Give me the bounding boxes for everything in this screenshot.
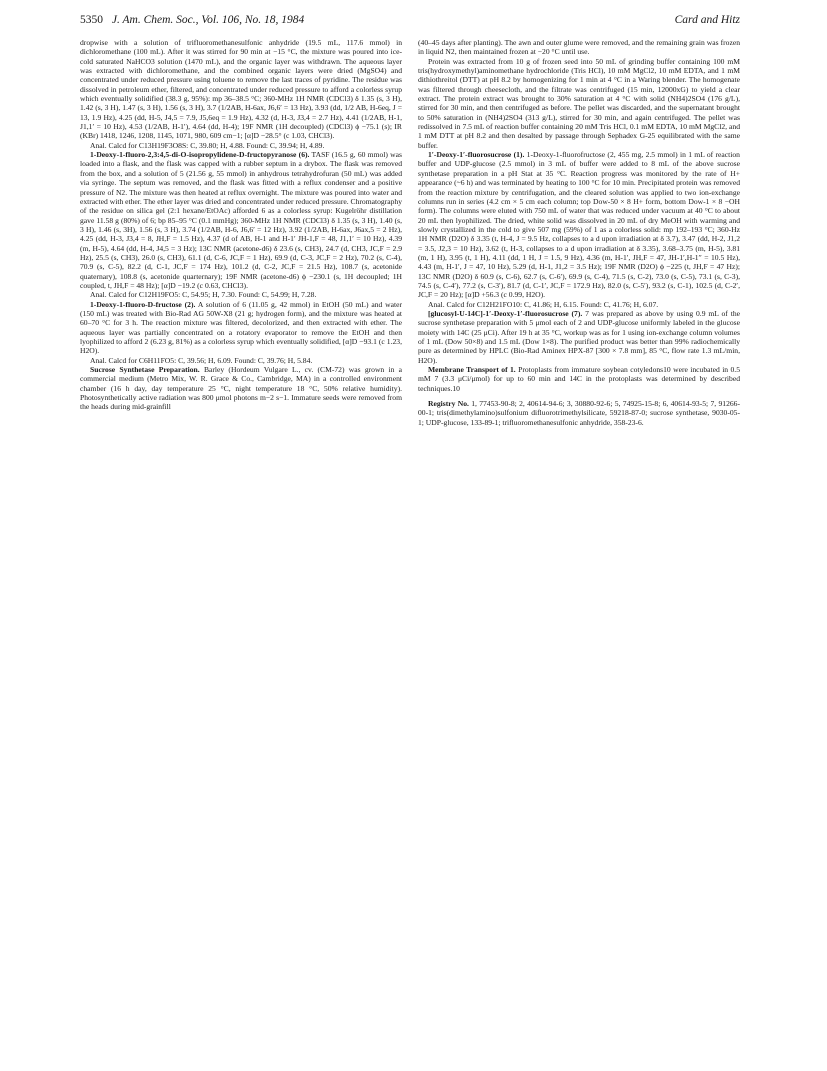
paragraph — [80, 300, 402, 356]
paragraph — [80, 38, 402, 141]
paragraph — [80, 141, 402, 150]
header-left — [80, 14, 304, 26]
paragraph-text: 1-Deoxy-1-fluorofructose (2, 455 mg, 2.5 mmol) in 1 mL of reaction buffer and UDP-glucose (2.5 mmol) in 3 mL of buffer were added to 8 mL of the above sucrose synthetase preparation in a pH Stat at 35 °C. Reaction progress was monitored by the rate of H+ appearance (~6 h) and was terminated by heating to 100 °C for 10 min. Precipitated protein was removed from the reaction mixture by centrifugation, and the cleared solution was applied to two ion-exchange columns run in series (4.2 cm × 5 cm each column; top Dow-50 × 8 H+ form, bottom Dow-1 × 8 −OH form). The columns were eluted with 750 mL of water that was reduced under vacuum at 40 °C to about 20 mL then lyophilized. The dried, white solid was dissolved in 20 mL of dry MeOH with warming and slowly crystallized in the cold to give 507 mg (59%) of 1 as a colorless solid: mp 192–193 °C; 360-Hz 1H NMR (D2O) δ 3.35 (t, H-4, J = 9.5 Hz, collapses to a d upon irradiation at δ 3.7), 3.47 (dd, H-2, J1,2 = 3.5, J2,3 = 10 Hz), 3.62 (t, H-3, collapses to a d upon irradiation at δ 3.35), 3.68–3.75 (m, H-5), 3.81 (m, 1 H), 3.95 (t, 1 H), 4.11 (dd, 1 H, J = 1.5, 9 Hz), 4.36 (m, H-1′, JH,F = 47, JH-1′,H-1′′ = 10.5 Hz), 4.43 (m, H-1′, J = 47, 10 Hz), 5.29 (d, H-1, J1,2 = 3.5 Hz); 19F NMR (D2O) ϕ −225 (t, JH,F = 47 Hz); 13C NMR (D2O) δ 60.9 (s, C-6), 62.7 (s, C-6′), 69.9 (s, C-4), 71.5 (s, C-2), 73.0 (s, C-5), 73.1 (s, C-3), 74.5 (s, C-4′), 77.2 (s, C-3′), 81.7 (d, C-1′, JC,F = 172.9 Hz), 82.0 (s, C-5′), 93.2 (s, C-1), 102.5 (d, C-2′, JC,F = 20 Hz); [α]D +56.3 (c 0.99, H2O). — [418, 150, 740, 300]
section-heading: 1-Deoxy-1-fluoro-2,3:4,5-di-O-isopropylidene-D-fructopyranose (6). — [90, 150, 310, 160]
section-heading: 1′-Deoxy-1′-fluorosucrose (1). — [428, 150, 525, 160]
paragraph-text: Anal. Calcd for C12H21FO10: C, 41.86; H, 6.15. Found: C, 41.76; H, 6.07. — [428, 299, 659, 309]
right-column — [418, 38, 740, 427]
paragraph — [418, 399, 740, 427]
journal-page — [80, 14, 740, 774]
paragraph-text: TASF (16.5 g, 60 mmol) was loaded into a flask, and the flask was capped with a rubber septum in a drybox. The flask was removed from the box, and a solution of 5 (21.56 g, 55 mmol) in anhydrous tetrahydrofuran (50 mL) was added via syringe. The septum was removed, and the flask was fitted with a reflux condenser and a positive pressure of N2. The mixture was then heated at reflux overnight. The mixture was poured into water and extracted with ether. The ether layer was dried and concentrated under reduced pressure. Chromatography of the residue on silica gel (2:1 hexane/EtOAc) afforded 6 as a colorless syrup: Kugelröhr distillation gave 11.58 g (80%) of 6; bp 85–95 °C (0.1 mmHg); 360-MHz 1H NMR (CDCl3) δ 1.35 (s, 3 H), 1.40 (s, 3 H), 1.46 (s, 3H), 1.56 (s, 3 H), 3.74 (1/2AB, H-6, J6,6′ = 12 Hz), 3.92 (1/2AB, H-6ax, J6ax,5 = 2 Hz), 4.25 (dd, H-3, J3,4 = 8, JH,F = 1.5 Hz), 4.37 (d of AB, H-1 and H-1′ JH-1,F = 48, J1,1′ = 10 Hz), 4.39 (m, H-5), 4.64 (dd, H-4, J4,5 = 3 Hz); 13C NMR (acetone-d6) δ 23.6 (s, CH3), 24.7 (d, CH3, JC,F = 2.9 Hz), 25.5 (s, CH3), 26.0 (s, CH3), 61.1 (d, C-6, JC,F = 1 Hz), 69.9 (d, C-3, JC,F = 2 Hz), 70.2 (s, C-4), 70.9 (s, C-5), 82.2 (d, C-1, JC,F = 174 Hz), 101.2 (d, C-2, JC,F = 21.5 Hz), 108.7 (s, acetonide quaternary), 108.8 (s, acetonide quarternary); 19F NMR (acetone-d6) ϕ −230.1 (s, 1H decoupled; 1H coupled, t, JH,F = 48 Hz); [α]D −19.2 (c 0.63, CHCl3). — [80, 150, 402, 290]
section-heading: [glucosyl-U-14C]-1′-Deoxy-1′-fluorosucrose (7). — [428, 308, 583, 318]
section-heading: Registry No. — [428, 399, 469, 409]
paragraph-text: Protein was extracted from 10 g of frozen seed into 50 mL of grinding buffer containing 100 mM tris(hydroxymethyl)aminomethane hydrochloride (Tris HCl), 10 mM MgCl2, 10 mM EDTA, and 1 mM dithiothreitol (DTT) at pH 8.2 by homogenizing for 1 min at 4 °C in a Waring blender. The homogenate was filtered through cheesecloth, and the filtrate was centrifuged (15 min, 12000xG) to yield a clear extract. The protein extract was brought to 30% saturation at 4 °C with solid (NH4)2SO4 (176 g/L), stirred for 30 min, and then centrifuged as before. The pellet was discarded, and the supernatant brought to 50% saturation in (NH4)2SO4 (313 g/L), stirred for 30 min, and again centrifuged. The pellet was redissolved in 7.5 mL of reaction buffer containing 20 mM Tris HCl, 0.1 mM EDTA, 10 mM MgCl2, and 1 mM DTT at pH 8.2 and then desalted by passage through Sephadex G-25 equilibrated with the same buffer. — [418, 56, 740, 150]
paragraph — [418, 300, 740, 309]
paragraph — [80, 150, 402, 290]
paragraph-text: Barley (Hordeum Vulgare L., cv. (CM-72) was grown in a commercial medium (Metro Mix, W. R. Grace & Co., Cambridge, MA) in a controlled environment chamber (16 h day, day temperature 25 °C, night temperature 18 °C, 50% relative humidity). Photosynthetically active radiation was 800 μmol photons m−2 s−1. Immature seeds were removed from the heads during mid-grainfill — [80, 365, 402, 412]
paragraph-text: Anal. Calcd for C13H19F3O8S: C, 39.80; H, 4.88. Found: C, 39.94; H, 4.89. — [90, 140, 325, 150]
left-column — [80, 38, 402, 412]
paragraph-text: Protoplasts from immature soybean cotyledons10 were incubated in 0.5 mM 7 (3.3 μCi/μmol) for up to 60 min and 14C in the protoplasts was determined by described techniques.10 — [418, 365, 741, 393]
paragraph — [418, 38, 740, 57]
paragraph — [418, 309, 740, 365]
paragraph — [418, 57, 740, 150]
paragraph-text: A solution of 6 (11.05 g, 42 mmol) in EtOH (50 mL) and water (150 mL) was treated with Bio-Rad AG 50W-X8 (21 g; hydrogen form), and the mixture was heated at 60–70 °C for 3 h. The reaction mixture was filtered, decolorized, and then extracted with ether. The aqueous layer was partially concentrated on a rotatory evaporator to remove the EtOH and then lyophilized to afford 2 (6.23 g, 81%) as a colorless syrup which eventually solidified, [α]D −93.1 (c 1.23, H2O). — [80, 299, 402, 356]
section-heading: Sucrose Synthetase Preparation. — [90, 365, 200, 375]
running-header — [80, 14, 740, 32]
page-number: 5350 — [80, 14, 103, 26]
paragraph — [80, 356, 402, 365]
paragraph — [418, 150, 740, 300]
paragraph-text: Anal. Calcd for C12H19FO5: C, 54.95; H, 7.30. Found: C, 54.99; H, 7.28. — [90, 290, 317, 300]
paragraph-text: Anal. Calcd for C6H11FO5: C, 39.56; H, 6.09. Found: C, 39.76; H, 5.84. — [90, 355, 313, 365]
section-heading: Membrane Transport of 1. — [428, 365, 516, 375]
section-heading: 1-Deoxy-1-fluoro-D-fructose (2). — [90, 299, 196, 309]
paragraph-text: 7 was prepared as above by using 0.9 mL of the sucrose synthetase preparation with 5 μmol each of 2 and UDP-glucose uniformly labeled in the glucose moiety with 14C (25 μCi). After 19 h at 35 °C, workup was as for 1 using ion-exchange column volumes of 1 mL (Dow 50×8) and 1.5 mL (Dow 1×8). The purified product was better than 99% radiochemically pure as determined by HPLC (Bio-Rad Aminex HPX-87 [300 × 7.8 mm], 85 °C, flow rate 1.3 mL/min, H2O). — [418, 308, 740, 365]
paragraph-text: 1, 77453-90-8; 2, 40614-94-6; 3, 30880-92-6; 5, 74925-15-8; 6, 40614-93-5; 7, 91266-00-1; tris(dimethylamino)sulfonium difluorotrimethylsilicate, 59218-87-0; sucrose synthetase, 9030-05-1; UDP-glucose, 133-89-1; trifluoromethanesulfonic anhydride, 358-23-6. — [418, 399, 740, 427]
journal-citation: J. Am. Chem. Soc., Vol. 106, No. 18, 1984 — [111, 14, 305, 26]
paragraph-text: (40–45 days after planting). The awn and outer glume were removed, and the remaining grain was frozen in liquid N2, then maintained frozen at −20 °C until use. — [418, 38, 740, 57]
paragraph — [80, 365, 402, 412]
paragraph — [418, 365, 740, 393]
header-authors: Card and Hitz — [674, 14, 740, 26]
paragraph-text: dropwise with a solution of trifluoromethanesulfonic anhydride (19.5 mL, 117.6 mmol) in dichloromethane (100 mL). After it was stirred for 90 min at −15 °C, the mixture was poured into ice-cold saturated NaHCO3 solution (1470 mL), and the organic layer was withdrawn. The aqueous layer was extracted with dichloromethane, and the combined organic layers were dried (MgSO4) and concentrated under reduced pressure using toluene to remove the last traces of pyridine. The residue was dissolved in petroleum ether, filtered, and concentrated under reduced pressure to afford a colorless syrup which eventually solidified (38.3 g, 95%): mp 36–38.5 °C; 360-MHz 1H NMR (CDCl3) δ 1.35 (s, 3 H), 1.42 (s, 3 H), 1.47 (s, 3 H), 1.56 (s, 3 H), 3.7 (1/2AB, H-6ax, J6,6′ = 13 Hz), 3.93 (dd, 1/2 AB, H-6eq, J = 13, 1.9 Hz), 4.25 (dd, H-5, J4,5 = 7.9, J5,6eq = 1.9 Hz), 4.32 (d, H-3, J3,4 = 2.7 Hz), 4.41 (1/2AB, H-1, J1,1′ = 10 Hz), 4.53 (1/2AB, H-1′), 4.64 (dd, H-4); 19F NMR (1H decoupled) (CDCl3) ϕ −75.1 (s); IR (KBr) 1418, 1246, 1208, 1145, 1071, 980, 609 cm−1; [α]D −28.5° (c 1.03, CHCl3). — [80, 38, 402, 141]
paragraph — [80, 290, 402, 299]
